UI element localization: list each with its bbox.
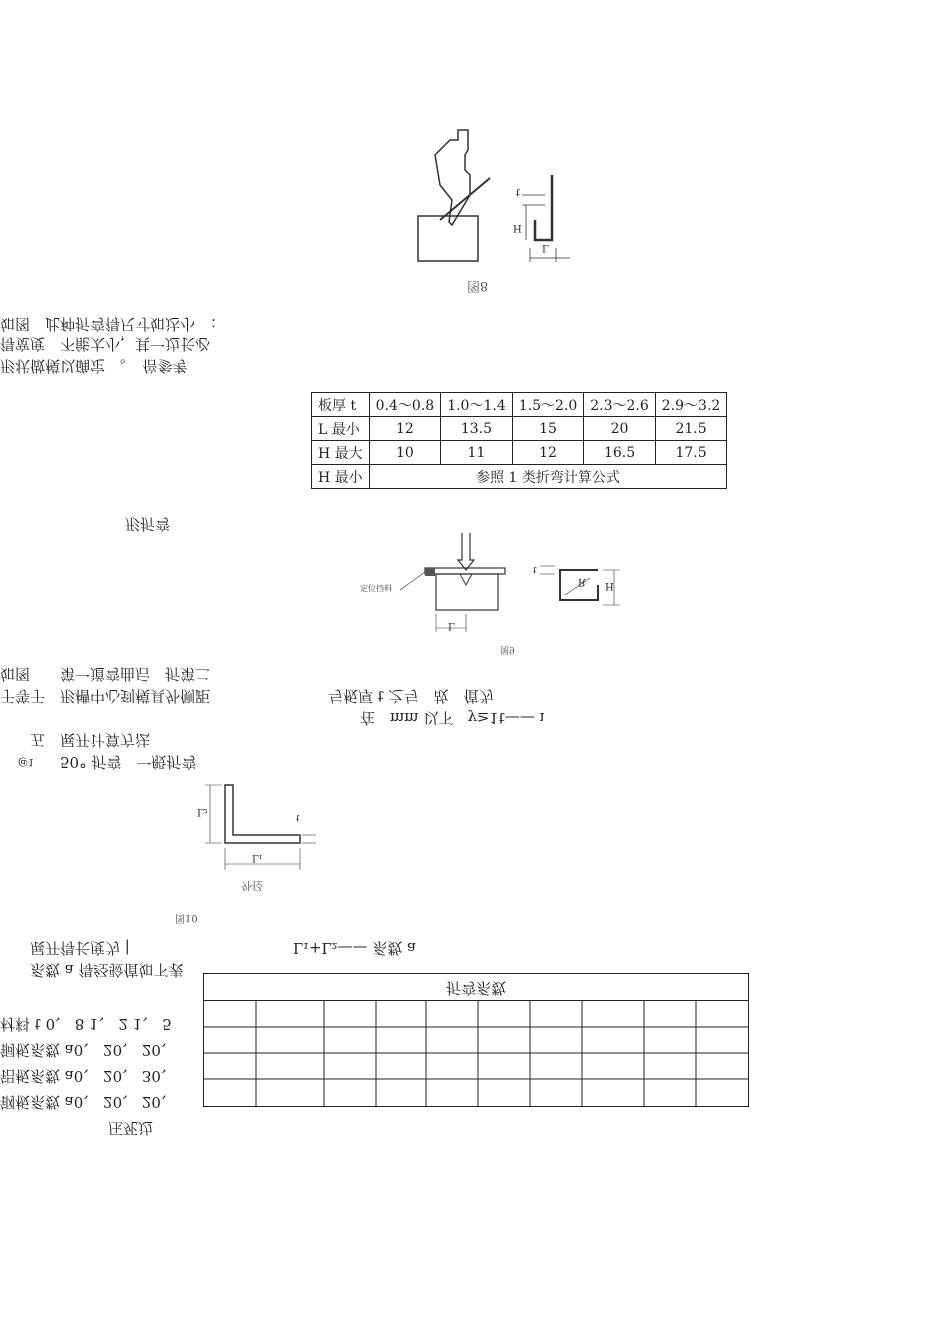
fig9-label-r: R bbox=[578, 576, 586, 587]
table-cell: 21.5 bbox=[655, 417, 727, 441]
table-cell: 15 bbox=[512, 417, 584, 441]
text-line-1: 如图 此种折弯得尺寸如达小 ： bbox=[0, 315, 226, 333]
text-line-14: 铝板系数 a0、 20、 30、 bbox=[0, 1067, 176, 1085]
text-line-12: 材料 t 0、 8 1、 2 1、 5 bbox=[0, 1015, 172, 1033]
table-cell: 13.5 bbox=[441, 417, 513, 441]
text-line-9: 50° 折弯 一般折弯 bbox=[60, 753, 197, 771]
label-h: H bbox=[513, 222, 522, 233]
table-cell: 1.0～1.4 bbox=[441, 393, 513, 417]
table-cell: H 最大 bbox=[312, 441, 370, 465]
text-line-4: 形折弯 bbox=[125, 515, 171, 533]
table-cell: 12 bbox=[369, 417, 441, 441]
text-line-13: 铜板系数 a0、 20、 20、 bbox=[0, 1041, 176, 1059]
text-line-6: 于等于 形槽中心到模具外侧距 bbox=[0, 687, 211, 705]
fig9-label-h: H bbox=[605, 580, 614, 591]
fig9-note-1: 在 mm 以下 y≥1t—— ı bbox=[360, 709, 545, 727]
table-cell: 12 bbox=[512, 441, 584, 465]
figure-9-caption: 图9 bbox=[500, 644, 515, 654]
text-line-8: @1 bbox=[18, 756, 35, 767]
table-cell: 20 bbox=[584, 417, 656, 441]
fig10-label-l2: L₂ bbox=[197, 806, 208, 817]
fig10-label-l1: L₁ bbox=[252, 852, 263, 863]
table-cell: 16.5 bbox=[584, 441, 656, 465]
table-cell: 1.5～2.0 bbox=[512, 393, 584, 417]
text-line-15: 钢板系数 a0、 20、 20、 bbox=[0, 1093, 176, 1111]
text-line-10: 系数 a 得经验值如下表 bbox=[30, 961, 184, 979]
table-cell: 17.5 bbox=[655, 441, 727, 465]
table-cell: 板厚 t bbox=[312, 393, 370, 417]
text-line-2: 得宽度 不能太小，其一边长必 bbox=[0, 335, 211, 353]
label-l: L bbox=[542, 242, 549, 253]
table-cell: H 最小 bbox=[312, 465, 370, 489]
section-heading: 五 展开计算方法 bbox=[30, 731, 151, 749]
fixture-label: 定位挡料 bbox=[360, 584, 392, 593]
fig10-outer-label: 外径 bbox=[241, 879, 263, 892]
text-line-11: 展开得长度为 | bbox=[30, 939, 130, 957]
table-cell: 10 bbox=[369, 441, 441, 465]
text-line-5: 如图 第一道弯曲后 折第二 bbox=[0, 665, 211, 683]
text-line-3: 形状做模以确定 。 倍参考 bbox=[0, 357, 188, 375]
coefficient-table-title: 折弯系数 bbox=[445, 979, 506, 997]
fig9-note-2: 与板厚 t 之与 故 值为 bbox=[328, 687, 494, 705]
table-cell: 0.4～0.8 bbox=[369, 393, 441, 417]
figure-10-caption: 图10 bbox=[175, 912, 198, 923]
table-cell: 2.3～2.6 bbox=[584, 393, 656, 417]
formula: L₁+L₂—— 系数 a bbox=[293, 939, 416, 957]
table-cell: L 最小 bbox=[312, 417, 370, 441]
fig9-label-l: L bbox=[448, 620, 455, 631]
coefficient-grid bbox=[204, 974, 748, 1106]
table-cell: 参照 1 类折弯计算公式 bbox=[369, 465, 727, 489]
coefficient-table bbox=[203, 973, 749, 1107]
label-t: t bbox=[516, 186, 521, 197]
figure-8-caption: 图8 bbox=[467, 278, 489, 293]
table-cell: 2.9～3.2 bbox=[655, 393, 727, 417]
text-line-16: 压死边 bbox=[108, 1119, 154, 1137]
table-cell: 11 bbox=[441, 441, 513, 465]
fig9-label-t: t bbox=[533, 564, 537, 574]
fig10-label-t: t bbox=[296, 812, 300, 822]
